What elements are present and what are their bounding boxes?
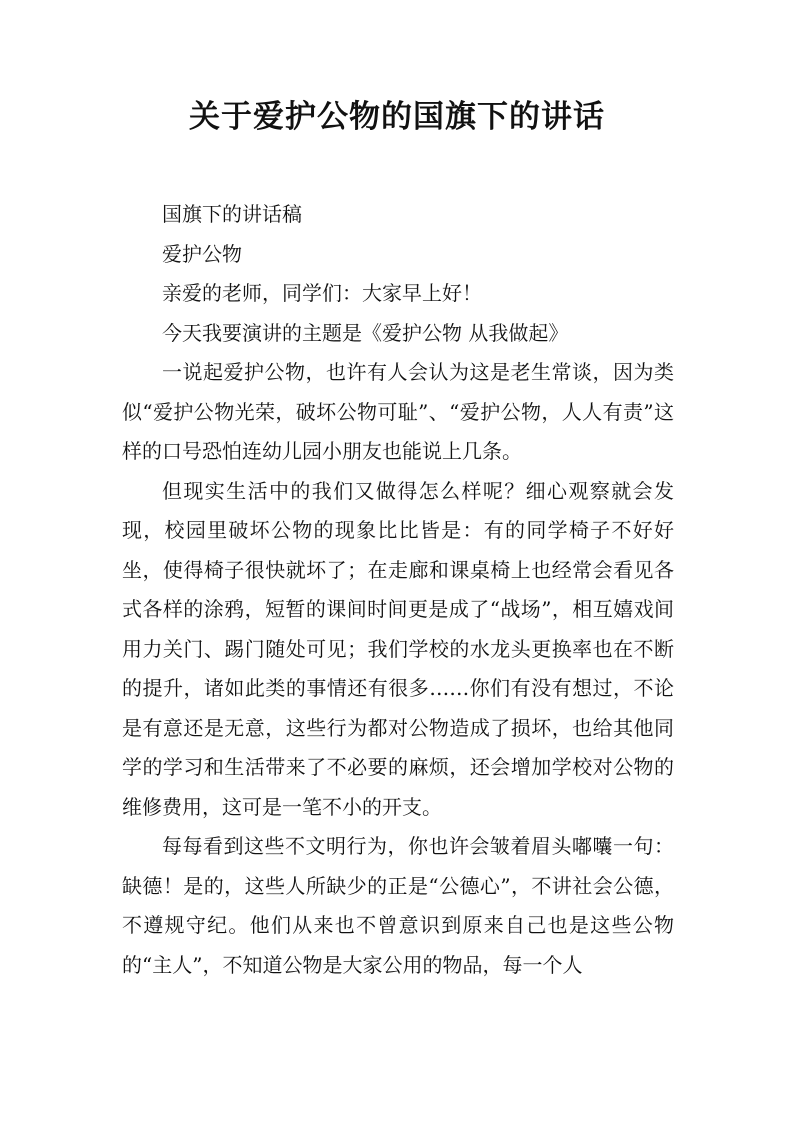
paragraph-morality: 每每看到这些不文明行为，你也许会皱着眉头嘟囔一句：缺德！是的，这些人所缺少的正是“公德心”，不讲社会公德，不遵规守纪。他们从来也不曾意识到原来自己也是这些公物的“主人”，不知道公物是大家公用的物品，每一个人 <box>122 834 674 977</box>
paragraph-reality: 但现实生活中的我们又做得怎么样呢？细心观察就会发现，校园里破坏公物的现象比比皆是：有的同学椅子不好好坐，使得椅子很快就坏了；在走廊和课桌椅上也经常会看见各式各样的涂鸦，短暂的课间时间更是成了“战场”，相互嬉戏间用力关门、踢门随处可见；我们学校的水龙头更换率也在不断的提升，诸如此类的事情还有很多……你们有没有想过，不论是有意还是无意，这些行为都对公物造成了损坏，也给其他同学的学习和生活带来了不必要的麻烦，还会增加学校对公物的维修费用，这可是一笔不小的开支。 <box>122 478 674 819</box>
paragraph-greeting: 亲爱的老师，同学们：大家早上好！ <box>162 281 482 305</box>
paragraph-heading: 国旗下的讲话稿 <box>162 202 302 226</box>
paragraph-topic: 爱护公物 <box>162 241 242 266</box>
document-title: 关于爱护公物的国旗下的讲话 <box>189 99 605 135</box>
paragraph-intro: 一说起爱护公物，也许有人会认为这是老生常谈，因为类似“爱护公物光荣，破坏公物可耻”、“爱护公物，人人有责”这样的口号恐怕连幼儿园小朋友也能说上几条。 <box>122 360 674 463</box>
document-body <box>122 195 674 985</box>
paragraph-theme: 今天我要演讲的主题是《爱护公物 从我做起》 <box>162 320 569 345</box>
